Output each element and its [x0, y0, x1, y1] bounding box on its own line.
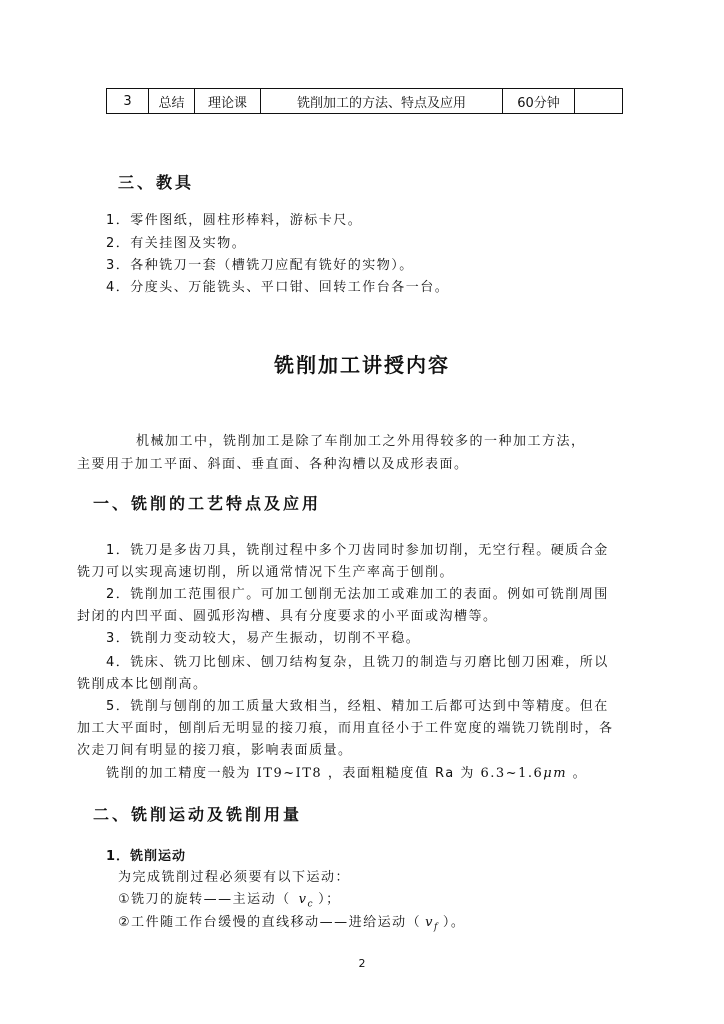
intro-line: 主要用于加工平面、斜面、垂直面、各种沟槽以及成形表面。: [77, 457, 469, 472]
list-item: 2．有关挂图及实物。: [106, 236, 247, 251]
paragraph-line: 1．铣刀是多齿刀具，铣削过程中多个刀齿同时参加切削，无空行程。硬质合金: [106, 543, 609, 558]
motion-line: [118, 911, 465, 933]
schedule-table: [106, 88, 623, 114]
page-number: 2: [358, 957, 366, 970]
cell-content: 铣削加工的方法、特点及应用: [261, 89, 503, 114]
paragraph-line: 2．铣削加工范围很广。可加工刨削无法加工或难加工的表面。例如可铣削周围: [106, 587, 609, 602]
motion-symbol: v: [298, 892, 308, 907]
paragraph-line: 铣削成本比刨削高。: [77, 677, 208, 692]
paragraph-line: 加工大平面时，刨削后无明显的接刀痕，而用直径小于工件宽度的端铣刀铣削时，各: [77, 721, 614, 736]
motion-subscript: c: [307, 899, 315, 910]
table-row: [107, 89, 623, 114]
paragraph-line: 为完成铣削过程必须要有以下运动：: [118, 870, 351, 885]
precision-end: 。: [572, 766, 588, 781]
intro-line: 机械加工中，铣削加工是除了车削加工之外用得较多的一种加工方法，: [136, 434, 586, 449]
precision-unit: μm: [543, 766, 568, 781]
paragraph-line: 3．铣削力变动较大，易产生振动，切削不平稳。: [106, 631, 421, 646]
precision-range: 6.3~1.6: [480, 766, 544, 781]
precision-ra: Ra 为: [435, 766, 475, 781]
cell-type: 理论课: [195, 89, 261, 114]
list-item: 4．分度头、万能铣头、平口钳、回转工作台各一台。: [106, 280, 450, 295]
section2-heading: 二、铣削运动及铣削用量: [93, 805, 303, 824]
paragraph-line: 铣刀可以实现高速切削，所以通常情况下生产率高于刨削。: [77, 565, 455, 580]
motion-end: ）。: [442, 915, 466, 930]
tools-heading: 三、教具: [118, 173, 195, 192]
precision-prefix: 铣削的加工精度一般为: [106, 766, 252, 781]
section1-heading: 一、铣削的工艺特点及应用: [93, 494, 322, 513]
paragraph-line: 4．铣床、铣刀比刨床、刨刀结构复杂，且铣刀的制造与刃磨比刨刀困难，所以: [106, 655, 609, 670]
list-item: 1．零件图纸，圆柱形棒料，游标卡尺。: [106, 213, 363, 228]
list-item: 3．各种铣刀一套（槽铣刀应配有铣好的实物）。: [106, 258, 414, 273]
cell-duration: 60分钟: [503, 89, 575, 114]
cell-note: [575, 89, 623, 114]
precision-mid: ，表面粗糙度值: [327, 766, 430, 781]
subsection-heading: 1．铣削运动: [106, 849, 187, 864]
motion-symbol: v: [425, 915, 435, 930]
motion-text: ①铣刀的旋转——主运动（: [118, 892, 291, 907]
motion-text: ②工件随工作台缓慢的直线移动——进给运动（: [118, 915, 422, 930]
cell-part: 总结: [149, 89, 195, 114]
paragraph-line: 封闭的内凹平面、圆弧形沟槽、具有分度要求的小平面或沟槽等。: [77, 609, 498, 624]
paragraph-line: 次走刀间有明显的接刀痕，影响表面质量。: [77, 743, 353, 758]
precision-it: IT9~IT8: [256, 766, 323, 781]
motion-end: ）；: [318, 892, 341, 907]
paragraph-line: 5．铣削与刨削的加工质量大致相当，经粗、精加工后都可达到中等精度。但在: [106, 699, 609, 714]
precision-line: [106, 762, 587, 781]
cell-no: 3: [107, 89, 149, 114]
motion-line: [118, 888, 341, 910]
page-title: 铣削加工讲授内容: [274, 353, 450, 377]
motion-subscript: f: [434, 922, 439, 933]
